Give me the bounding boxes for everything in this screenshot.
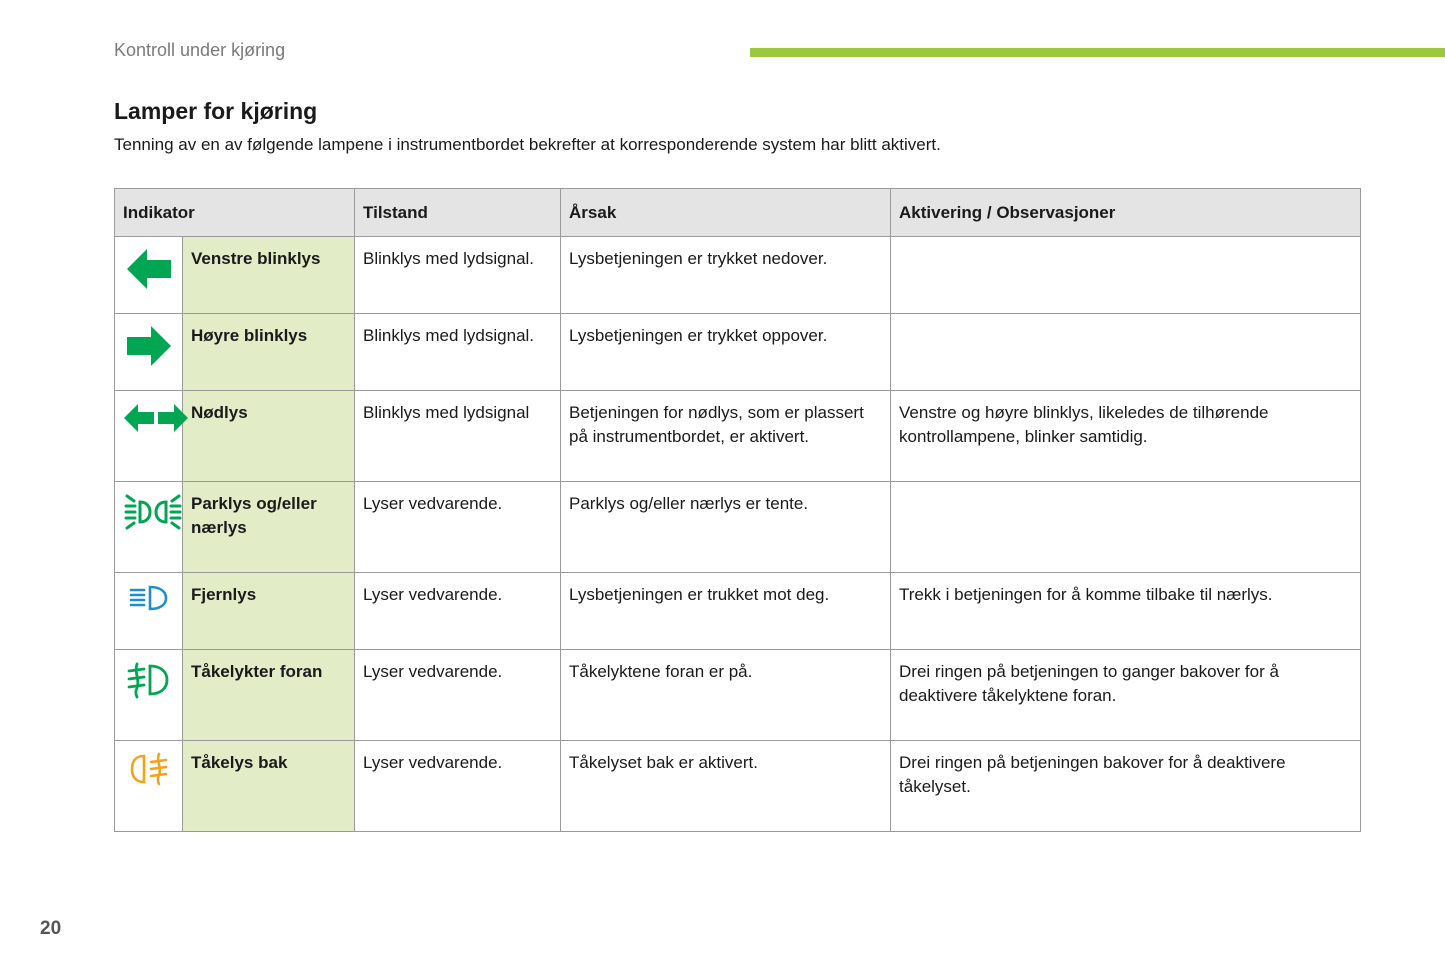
indicator-name: Venstre blinklys xyxy=(183,237,355,314)
cause-cell: Betjeningen for nødlys, som er plassert på instrumentbordet, er aktivert. xyxy=(561,391,891,482)
indicator-name: Høyre blinklys xyxy=(183,314,355,391)
notes-cell: Drei ringen på betjeningen to ganger bakover for å deaktivere tåkelyktene foran. xyxy=(891,650,1361,741)
notes-cell xyxy=(891,482,1361,573)
state-cell: Lyser vedvarende. xyxy=(355,482,561,573)
running-header: Kontroll under kjøring xyxy=(114,40,286,60)
column-header-notes: Aktivering / Observasjoner xyxy=(891,189,1361,237)
table-row xyxy=(115,482,1361,573)
cause-cell: Lysbetjeningen er trukket mot deg. xyxy=(561,573,891,650)
table-header-row xyxy=(115,189,1361,237)
state-cell: Lyser vedvarende. xyxy=(355,650,561,741)
state-cell: Lyser vedvarende. xyxy=(355,741,561,832)
parking-low-beam-icon xyxy=(123,492,183,532)
icon-cell xyxy=(115,650,183,741)
icon-cell xyxy=(115,237,183,314)
icon-cell xyxy=(115,573,183,650)
indicator-lamps-table xyxy=(114,188,1361,832)
indicator-name: Tåkelys bak xyxy=(183,741,355,832)
indicator-name: Fjernlys xyxy=(183,573,355,650)
table-row xyxy=(115,573,1361,650)
cause-cell: Lysbetjeningen er trykket nedover. xyxy=(561,237,891,314)
state-cell: Blinklys med lydsignal. xyxy=(355,314,561,391)
left-turn-signal-icon xyxy=(125,247,173,291)
notes-cell: Venstre og høyre blinklys, likeledes de tilhørende kontrollampene, blinker samtidig. xyxy=(891,391,1361,482)
section-intro: Tenning av en av følgende lampene i instrumentbordet bekrefter at korresponderende system har blitt aktivert. xyxy=(114,135,941,154)
icon-cell xyxy=(115,482,183,573)
cause-cell: Tåkelyktene foran er på. xyxy=(561,650,891,741)
table-row xyxy=(115,650,1361,741)
icon-cell xyxy=(115,314,183,391)
indicator-name: Nødlys xyxy=(183,391,355,482)
notes-cell: Drei ringen på betjeningen bakover for å deaktivere tåkelyset. xyxy=(891,741,1361,832)
rear-fog-lamp-icon xyxy=(129,751,169,787)
high-beam-icon xyxy=(128,583,170,613)
state-cell: Lyser vedvarende. xyxy=(355,573,561,650)
state-cell: Blinklys med lydsignal xyxy=(355,391,561,482)
table-row xyxy=(115,391,1361,482)
table-row xyxy=(115,741,1361,832)
indicator-name: Parklys og/eller nærlys xyxy=(183,482,355,573)
cause-cell: Parklys og/eller nærlys er tente. xyxy=(561,482,891,573)
hazard-lights-icon xyxy=(123,401,189,435)
cause-cell: Tåkelyset bak er aktivert. xyxy=(561,741,891,832)
page-number: 20 xyxy=(40,918,62,939)
column-header-state: Tilstand xyxy=(355,189,561,237)
section-title: Lamper for kjøring xyxy=(114,98,318,124)
column-header-cause: Årsak xyxy=(561,189,891,237)
icon-cell xyxy=(115,741,183,832)
icon-cell xyxy=(115,391,183,482)
table-row xyxy=(115,237,1361,314)
front-fog-lamp-icon xyxy=(126,660,172,700)
indicator-name: Tåkelykter foran xyxy=(183,650,355,741)
table-row xyxy=(115,314,1361,391)
header-accent-bar xyxy=(750,48,1445,57)
column-header-indicator: Indikator xyxy=(115,189,355,237)
state-cell: Blinklys med lydsignal. xyxy=(355,237,561,314)
right-turn-signal-icon xyxy=(125,324,173,368)
notes-cell xyxy=(891,237,1361,314)
notes-cell xyxy=(891,314,1361,391)
notes-cell: Trekk i betjeningen for å komme tilbake til nærlys. xyxy=(891,573,1361,650)
cause-cell: Lysbetjeningen er trykket oppover. xyxy=(561,314,891,391)
